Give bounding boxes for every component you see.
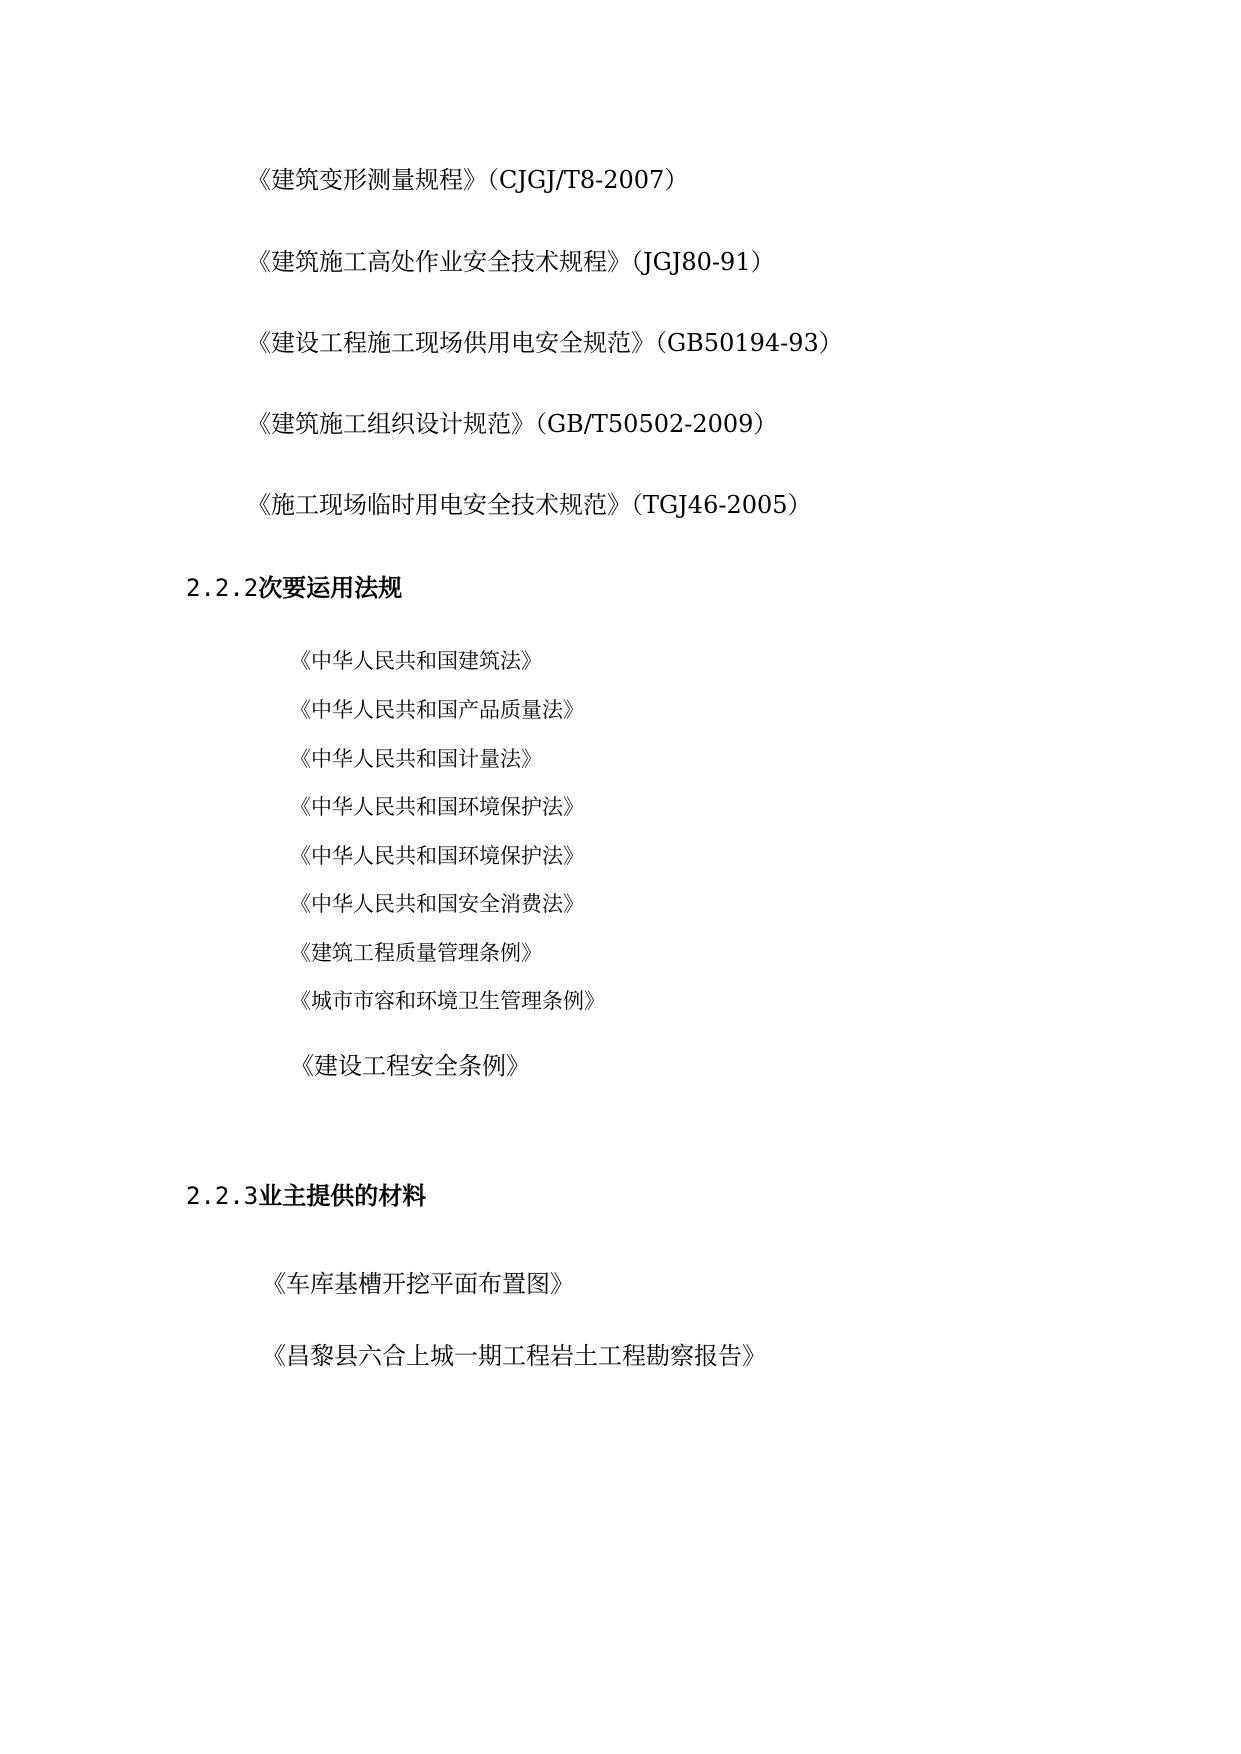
section-number: 2.2.3: [186, 1182, 259, 1210]
section-title: 业主提供的材料: [258, 1182, 427, 1210]
law-item: 《建筑工程质量管理条例》: [290, 941, 542, 965]
section-heading-2-2-3: [186, 1184, 426, 1208]
law-item: 《中华人民共和国计量法》: [290, 747, 542, 771]
standard-item: 《施工现场临时用电安全技术规范》（TGJ46-2005）: [247, 491, 812, 519]
material-item: 《车库基槽开挖平面布置图》: [262, 1270, 574, 1298]
section-heading-2-2-2: [186, 576, 402, 600]
standard-item: 《建筑施工高处作业安全技术规程》（JGJ80-91）: [247, 248, 775, 276]
law-item: 《中华人民共和国环境保护法》: [290, 795, 584, 819]
law-item: 《建设工程安全条例》: [290, 1052, 530, 1080]
standard-item: 《建筑变形测量规程》（CJGJ/T8-2007）: [247, 166, 689, 194]
law-item: 《中华人民共和国环境保护法》: [290, 844, 584, 868]
material-item: 《昌黎县六合上城一期工程岩土工程勘察报告》: [262, 1342, 766, 1370]
law-item: 《中华人民共和国建筑法》: [290, 649, 542, 673]
section-title: 次要运用法规: [258, 574, 403, 602]
section-number: 2.2.2: [186, 574, 259, 602]
law-item: 《中华人民共和国产品质量法》: [290, 698, 584, 722]
law-item: 《中华人民共和国安全消费法》: [290, 892, 584, 916]
law-item: 《城市市容和环境卫生管理条例》: [290, 989, 605, 1013]
standard-item: 《建设工程施工现场供用电安全规范》（GB50194-93）: [247, 329, 843, 357]
standard-item: 《建筑施工组织设计规范》（GB/T50502-2009）: [247, 410, 778, 438]
